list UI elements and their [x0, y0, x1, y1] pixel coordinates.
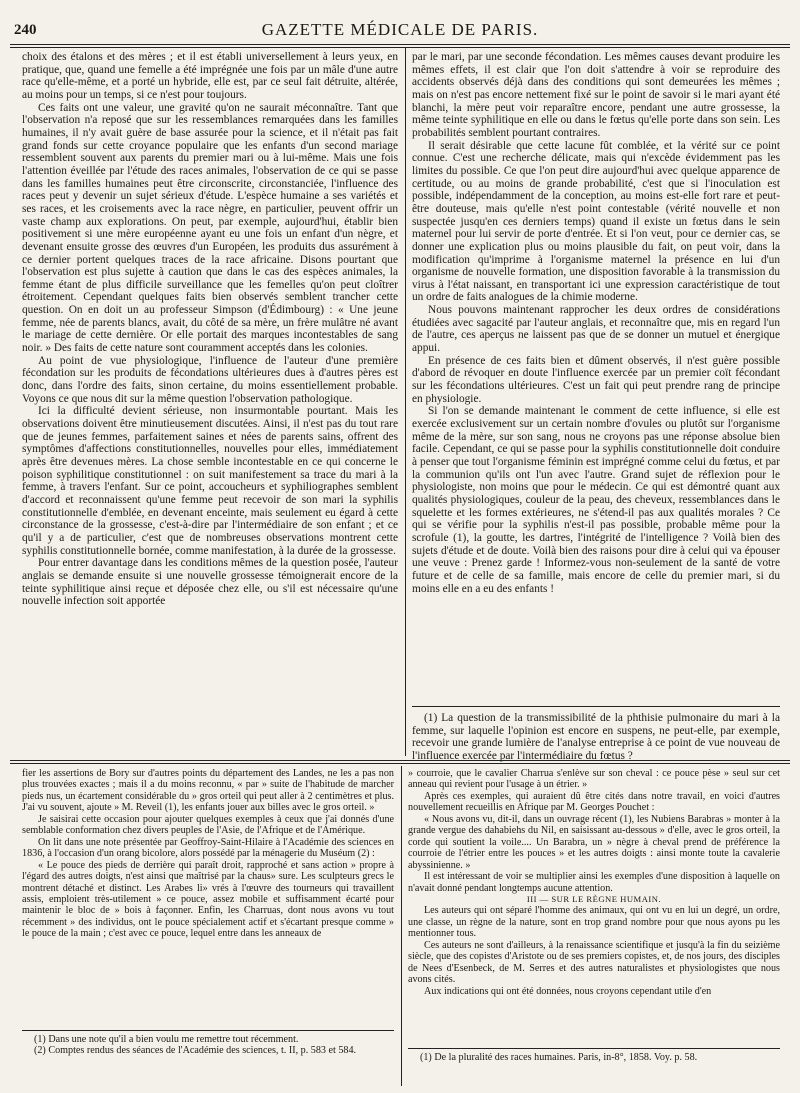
header-rule — [10, 44, 790, 45]
upper-right-column — [412, 51, 780, 595]
column-divider — [401, 766, 402, 1086]
paragraph: Nous pouvons maintenant rapprocher les deux ordres de considérations étudiées avec sagacité par l'auteur anglais, et reconnaître que, mis en regard l'un de l'autre, ces aperçus ne laissent pas que de se donner un mutuel et énergique appui. — [412, 304, 780, 355]
paragraph: On lit dans une note présentée par Geoffroy-Saint-Hilaire à l'Académie des sciences en 1836, à l'occasion d'un orang bicolore, alors possédé par la ménagerie du Muséum (2) : — [22, 836, 394, 860]
paragraph: Les auteurs qui ont séparé l'homme des animaux, qui ont vu en lui un degré, un ordre, une classe, un règne de la nature, sont en trop grand nombre pour que nous ayons pu les mentionner tous. — [408, 905, 780, 940]
footnote: (1) De la pluralité des races humaines. Paris, in-8°, 1858. Voy. p. 58. — [420, 1052, 698, 1063]
paragraph: choix des étalons et des mères ; et il est établi universellement à leurs yeux, en pratique, que, quand une femelle a été imprégnée une fois par un mâle d'une autre race qu'elle-même, et a porté un hybride, elle est, par ce seul fait détruite, altérée, au moins pour un temps, si ce n'est pour toujours. — [22, 51, 398, 101]
paragraph: par le mari, par une seconde fécondation. Les mêmes causes devant produire les mêmes effets, il est clair que l'on doit s'attendre à voir se reproduire des accidents observés déjà dans des conditions qui sont demeurées les mêmes ; mais on n'est pas encore nettement fixé sur le point de savoir si le mari ayant été blanchi, la mère peut voir reparaître encore, pendant une autre grossesse, la même teinte syphilitique en elle ou dans le fœtus qu'elle porte dans son sein. Les probabilités semblent pourtant contraires. — [412, 51, 780, 139]
section-rule-thin — [10, 763, 790, 764]
running-header — [0, 4, 800, 48]
upper-left-column — [22, 51, 398, 608]
paragraph: Si l'on se demande maintenant le comment de cette influence, si elle est exercée exclusivement sur un certain nombre d'ovules ou plutôt sur l'organisme même de la mère, sur son sang, nous ne croyons pas une réponse absolue bien facile. Cependant, ce qui se passe pour la syphilis constitutionnelle doit conduire à penser que tout l'organisme féminin est imprégné comme celui du fœtus, et par la communion qu'ils ont l'un avec l'autre. Grand sujet de réflexion pour le physiologiste, non moins que pour le médecin. Ce qui est démontré quant aux qualités physiologiques, couleur de la peau, des cheveux, ressemblances dans le squelette et les formes extérieures, ne s'étend-il pas aux qualités morales ? Ce qui se vérifie pour la syphilis n'est-il pas possible, probable même pour la scrofule (1), la goutte, les dartres, l'intégrité de l'intelligence ? Voilà bien des sujets d'étude et de doute. Voilà bien des raisons pour dire à celui qui va épouser une veuve : Prenez garde ! Informez-vous non-seulement de la santé de votre future et de celle de sa famille, mais encore de celle du premier mari, si du moins elle en a eu des enfants ! — [412, 405, 780, 595]
column-divider — [405, 48, 406, 756]
paragraph: Il serait désirable que cette lacune fût comblée, et la vérité sur ce point connue. C'est une recherche délicate, mais qui n'excède évidemment pas les limites du possible. Ce que l'on peut dire aujourd'hui avec quelque apparence de certitude, ou au moins de grande probabilité, c'est que si l'inoculation est possible, indépendamment de la conception, au moins est-elle fort rare et peut-être douteuse, mais qu'elle n'est point contestable (vérité nouvelle et non suspectée jusqu'en ces derniers temps) quand il existe un fœtus dans le sein maternel pour lui servir de porte d'entrée. Et si l'on veut, pour ce dernier cas, se donner une explication plus ou moins plausible du fait, on peut voir, dans la modification qu'imprime à l'organisme maternel la présence en lui d'un organisme de nouvelle formation, une disposition favorable à la transmission du virus à l'état naissant, en transportant ici une expression caractéristique de tout un ordre de faits analogues de la chimie moderne. — [412, 139, 780, 304]
footnote-rule — [408, 1048, 780, 1049]
lower-right-footnote — [408, 1052, 780, 1063]
lower-left-footnotes — [22, 1034, 394, 1057]
paragraph: Aux indications qui ont été données, nous croyons cependant utile d'en — [424, 985, 712, 997]
lower-right-column — [408, 768, 780, 997]
journal-title: GAZETTE MÉDICALE DE PARIS. — [261, 20, 539, 39]
paragraph: « Nous avons vu, dit-il, dans un ouvrage récent (1), les Nubiens Barabras » monter à la grande vergue des dahabiehs du Nil, en saisissant au-dessous » d'elle, avec le gros orteil, la corde qui soutient la voile.... Un Barabra, un » nègre à cheval prend de préférence la courroie de l'étrier entre les pouces » et les autres doigts : ainsi monte toute la cavalerie abyssinienne. » — [408, 813, 780, 871]
paragraph: fier les assertions de Bory sur d'autres points du département des Landes, ne les a pas non plus trouvées exactes ; mais il a du moins reconnu, « par » suite de l'habitude de marcher pieds nus, un écartement considérable du » gros orteil qui peut aller à 2 centimètres et plus. J'ai vu souvent, ajoute » M. Reveil (1), les enfants jouer aux billes avec le gros orteil. » — [22, 768, 394, 814]
paragraph: Je saisirai cette occasion pour ajouter quelques exemples à ceux que j'ai donnés d'une semblable conformation chez divers peuples de l'Asie, de l'Afrique et de l'Amérique. — [22, 813, 394, 837]
footnote: (1) Dans une note qu'il a bien voulu me remettre tout récemment. — [34, 1034, 299, 1045]
lower-left-column — [22, 768, 394, 940]
paragraph: Ici la difficulté devient sérieuse, non insurmontable pourtant. Mais les observations doivent être minutieusement discutées. Ainsi, il n'est pas du tout rare que de jeunes femmes, parfaitement saines et nées de parents sains, offrent des symptômes d'affections constitutionnelles, nouvelles pour elles, immédiatement après être devenues mères. La chose semble incontestable en ce qui concerne le poison syphilitique constitutionnel : on suit manifestement sa trace du mari à la femme, à travers l'enfant. Sur ce point, accoucheurs et syphiliographes semblent d'accord et reconnaissent qu'une femme peut recevoir de son mari la syphilis constitutionnelle d'emblée, en devenant enceinte, mais seulement eu égard à cette circonstance de la grossesse, c'est-à-dire par l'intermédiaire de son enfant ; et ce qu'il y a de particulier, c'est que de nombreuses observations montrent cette syphilis constitutionnelle bornée, comme manifestation, à la durée de la grossesse. — [22, 405, 398, 557]
page-number: 240 — [14, 22, 37, 38]
paragraph: Ces auteurs ne sont d'ailleurs, à la renaissance scientifique et jusqu'à la fin du seizième siècle, que des copistes d'Aristote ou de ses premiers copistes, et, de nos jours, des disciples de Nees d'Esenbeck, de M. Serres et des autres naturalistes et physiologistes que nous avons cités. — [408, 939, 780, 986]
paragraph: En présence de ces faits bien et dûment observés, il n'est guère possible d'abord de révoquer en doute l'influence exercée par un premier coït fécondant sur les fécondations ultérieures. C'est un fait qui peut prendre rang de principe en physiologie. — [412, 354, 780, 405]
paragraph: » courroie, que le cavalier Charrua s'enlève sur son cheval : ce pouce pèse » seul sur cet anneau qui revient pour l'usage à un étrier. » — [408, 768, 780, 791]
section-heading: III — SUR LE RÈGNE HUMAIN. — [526, 893, 662, 904]
paragraph: Pour entrer davantage dans les conditions mêmes de la question posée, l'auteur anglais se demande ensuite si une nouvelle grossesse témoignerait encore de la teinte syphilitique ainsi reçue et déposée chez elle, ou s'il est nécessaire qu'une nouvelle infection soit apportée — [22, 557, 398, 608]
footnote-rule — [412, 706, 780, 707]
paragraph: Il est intéressant de voir se multiplier ainsi les exemples d'une disposition à laquelle on n'avait donné pendant longtemps aucune attention. — [408, 871, 780, 894]
footnote-rule — [22, 1030, 394, 1031]
paragraph: « Le pouce des pieds de derrière qui paraît droit, rapproché et sans action » propre à l'égard des autres doigts, n'est ainsi que maîtrisé par la chaus» sure. Les sculpteurs grecs le montrent détaché et distinct. Les Arabes li» vrés à l'œuvre des tourneurs qui travaillent assis, emploient très-utilement » ce pouce, assez mobile et suffisamment écarté pour maintenir le bloc de » bois à façonner. Enfin, les Charruas, dont nous avons vu tout récemment » des individus, ont le pouce spécialement actif et s'écartant presque comme » le pouce de la main ; c'est avec ce pouce, lequel entre dans les anneaux de — [22, 859, 394, 940]
section-rule — [10, 760, 790, 761]
footnote: (1) La question de la transmissibilité de la phthisie pulmonaire du mari à la femme, sur laquelle l'opinion est encore en suspens, ne peut-elle, par exemple, recevoir une grande lumière de l'analyse entreprise à ce point de vue nouveau de l'influence exercée par l'intermédiaire du fœtus ? — [412, 712, 780, 762]
upper-right-footnote — [412, 712, 780, 763]
paragraph: Après ces exemples, qui auraient dû être cités dans notre travail, en voici d'autres nouvellement recueillis en Afrique par M. Georges Pouchet : — [408, 790, 780, 814]
paragraph: Ces faits ont une valeur, une gravité qu'on ne saurait méconnaître. Tant que l'observation n'a reposé que sur les ressemblances remarquées dans les familles humaines, il n'y avait guère de base assurée pour la science, et il n'était pas fait grand fonds sur cette croyance populaire que les enfants d'un second mariage ressemblent souvent aux parents du premier mari ou à lui-même. Mais une fois l'attention éveillée par l'étude des races animales, l'observation de ce qui se passe dans les familles humaines peut être circonscrite, circonstanciée, l'influence des races peut y devenir un sujet sérieux d'étude. L'espèce humaine a ses variétés et ses races, et les croisements avec la race nègre, en particulier, peuvent offrir un vaste champ aux explorations. On peut, par exemple, aujourd'hui, établir bien positivement si une mère européenne ayant eu une fois un enfant d'un nègre, et devenant ensuite grosse des œuvres d'un Européen, les produits dus assurément à ce dernier portent quelques traces de la race africaine. Disons pourtant que l'observation est plus sujette à caution que dans le cas des espèces animales, la femme étant de plus difficile surveillance que les femelles qu'on peut cloîtrer étroitement. Cependant quelques faits bien observés semblent trancher cette question. On en doit un au professeur Simpson (d'Édimbourg) : « Une jeune femme, née de parents blancs, avait, du côté de sa mère, un frère mulâtre né avant le mariage de cette dernière. Or elle portait des marques incontestables de sang noir. » Des faits de cette nature sont couramment acceptés dans les colonies. — [22, 101, 398, 355]
footnote: (2) Comptes rendus des séances de l'Académie des sciences, t. II, p. 583 et 584. — [34, 1045, 357, 1057]
paragraph: Au point de vue physiologique, l'influence de l'auteur d'une première fécondation sur les produits de fécondations ultérieures dues à d'autres pères est donc, dans l'ordre des faits, sinon certaine, du moins essentiellement probable. Voyons ce que nous dit sur la même question l'observation pathologique. — [22, 354, 398, 405]
header-rule-thin — [10, 47, 790, 48]
